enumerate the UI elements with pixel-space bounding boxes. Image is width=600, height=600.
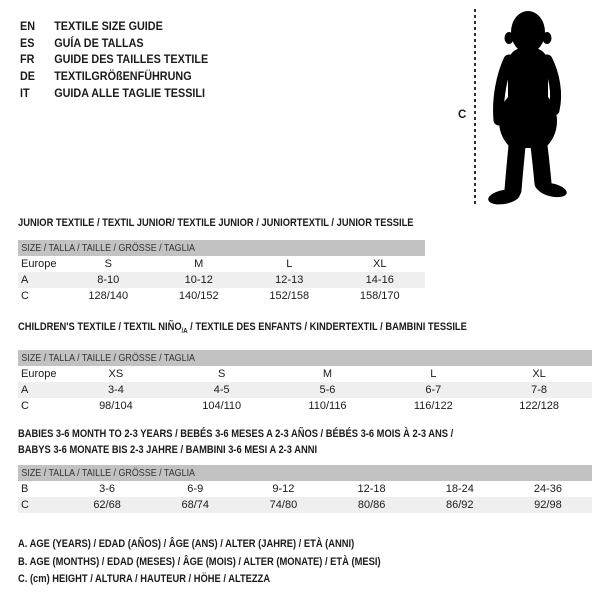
language-row bbox=[20, 68, 208, 85]
size-header-bar bbox=[18, 465, 592, 481]
row-value-cell: 24-36 bbox=[533, 483, 563, 495]
row-value-cell: 9-12 bbox=[272, 483, 295, 495]
footnote-line: C. (cm) HEIGHT / ALTURA / HAUTEUR / HÖHE / ALTEZZA bbox=[18, 573, 271, 585]
row-value-cell: 6-7 bbox=[425, 384, 442, 397]
table-title-line bbox=[18, 216, 414, 232]
language-code: ES bbox=[20, 35, 35, 50]
table-title-text: CHILDREN'S TEXTILE / TEXTIL NIÑO bbox=[18, 321, 182, 333]
size-table-section bbox=[18, 320, 592, 414]
table-title-line bbox=[18, 320, 506, 340]
table-title-line bbox=[18, 427, 506, 443]
language-title-list bbox=[20, 18, 229, 102]
height-measure-dashed-line bbox=[474, 9, 476, 206]
row-value-cell: XL bbox=[532, 368, 546, 381]
table-row bbox=[18, 497, 592, 513]
row-label-cell: A bbox=[21, 274, 29, 286]
table-row bbox=[18, 481, 592, 497]
height-measure-label: C bbox=[458, 109, 467, 121]
language-title: GUÍA DE TALLAS bbox=[54, 35, 144, 50]
row-label-cell: C bbox=[21, 290, 29, 302]
table-row bbox=[18, 398, 592, 414]
row-value-cell: 152/158 bbox=[269, 290, 310, 302]
language-title: GUIDE DES TAILLES TEXTILE bbox=[54, 52, 209, 67]
row-value-cell: 14-16 bbox=[365, 274, 394, 286]
table-rows bbox=[18, 481, 592, 513]
footnote-line: B. AGE (MONTHS) / EDAD (MESES) / ÂGE (MOIS) / ALTER (MONATE) / ETÀ (MESI) bbox=[18, 555, 381, 568]
language-row bbox=[20, 35, 208, 52]
row-value-cell: 110/116 bbox=[308, 400, 347, 413]
footnote-line: A. AGE (YEARS) / EDAD (AÑOS) / ÂGE (ANS) / ALTER (JAHRE) / ETÀ (ANNI) bbox=[18, 538, 355, 550]
row-value-cell: S bbox=[218, 368, 226, 381]
row-value-cell: 104/110 bbox=[202, 400, 242, 413]
row-value-cell: L bbox=[430, 368, 437, 381]
row-value-cell: 6-9 bbox=[187, 483, 204, 495]
row-value-cell: 18-24 bbox=[445, 483, 474, 495]
row-value-cell: 3-4 bbox=[107, 384, 124, 397]
row-value-cell: 8-10 bbox=[97, 274, 120, 286]
row-value-cell: 80/86 bbox=[357, 499, 386, 511]
row-value-cell: 5-6 bbox=[319, 384, 336, 397]
size-header-label: SIZE / TALLA / TAILLE / GRÖSSE / TAGLIA bbox=[21, 352, 196, 365]
language-code: EN bbox=[20, 19, 36, 33]
language-code: FR bbox=[20, 52, 35, 67]
row-value-cell: 128/140 bbox=[88, 290, 129, 302]
language-title: GUIDA ALLE TAGLIE TESSILI bbox=[54, 85, 206, 100]
row-label-cell: C bbox=[21, 499, 29, 511]
table-title-text: JUNIOR TEXTILE / TEXTIL JUNIOR/ TEXTILE JUNIOR / JUNIORTEXTIL / JUNIOR TESSILE bbox=[18, 217, 414, 229]
size-header-bar bbox=[18, 240, 425, 256]
row-value-cell: 74/80 bbox=[269, 499, 298, 511]
table-row bbox=[18, 272, 425, 288]
row-label-cell: Europe bbox=[21, 258, 57, 270]
footnotes-block bbox=[18, 536, 445, 589]
table-rows bbox=[18, 256, 425, 304]
row-value-cell: M bbox=[322, 368, 333, 381]
language-code: IT bbox=[20, 85, 30, 100]
language-row bbox=[20, 18, 208, 35]
baby-silhouette-icon bbox=[483, 8, 573, 208]
table-title bbox=[18, 320, 592, 340]
row-value-cell: 7-8 bbox=[531, 384, 548, 397]
row-value-cell: 140/152 bbox=[178, 290, 219, 302]
row-value-cell: XS bbox=[108, 368, 124, 381]
table-title bbox=[18, 427, 592, 458]
row-value-cell: 4-5 bbox=[213, 384, 230, 397]
row-value-cell: 92/98 bbox=[534, 499, 562, 511]
row-value-cell: 122/128 bbox=[519, 400, 559, 413]
row-value-cell: 98/104 bbox=[99, 400, 133, 413]
row-value-cell: 62/68 bbox=[93, 499, 121, 511]
row-label-cell: B bbox=[21, 483, 29, 495]
table-row bbox=[18, 256, 425, 272]
row-value-cell: M bbox=[194, 258, 204, 270]
size-header-bar bbox=[18, 350, 592, 366]
row-label-cell: Europe bbox=[21, 368, 57, 381]
language-title: TEXTILE SIZE GUIDE bbox=[54, 19, 163, 33]
table-rows bbox=[18, 366, 592, 414]
row-value-cell: 3-6 bbox=[99, 483, 116, 495]
row-value-cell: 12-18 bbox=[357, 483, 386, 495]
table-title bbox=[18, 216, 425, 232]
size-table-section bbox=[18, 216, 425, 304]
table-title-line bbox=[18, 443, 506, 459]
row-value-cell: 12-13 bbox=[275, 274, 304, 286]
size-header-label: SIZE / TALLA / TAILLE / GRÖSSE / TAGLIA bbox=[21, 242, 196, 254]
row-value-cell: XL bbox=[373, 258, 387, 270]
row-value-cell: L bbox=[286, 258, 293, 270]
language-row bbox=[20, 51, 208, 68]
row-label-cell: A bbox=[21, 384, 29, 397]
row-value-cell: S bbox=[104, 258, 112, 270]
row-value-cell: 158/170 bbox=[359, 290, 400, 302]
table-row bbox=[18, 382, 592, 398]
size-header-label: SIZE / TALLA / TAILLE / GRÖSSE / TAGLIA bbox=[21, 467, 196, 479]
table-title-text: BABYS 3-6 MONATE BIS 2-3 JAHRE / BAMBINI 3-6 MESI A 2-3 ANNI bbox=[18, 443, 318, 456]
row-value-cell: 10-12 bbox=[184, 274, 213, 286]
language-title: TEXTILGRÖßENFÜHRUNG bbox=[54, 69, 192, 84]
size-table-section bbox=[18, 427, 592, 513]
table-title-text: BABIES 3-6 MONTH TO 2-3 YEARS / BEBÉS 3-6 MESES A 2-3 AÑOS / BÉBÉS 3-6 MOIS À 2-3 ANS / bbox=[18, 428, 454, 440]
language-row bbox=[20, 85, 208, 102]
table-row bbox=[18, 288, 425, 304]
row-value-cell: 116/122 bbox=[413, 400, 453, 413]
row-label-cell: C bbox=[21, 400, 29, 413]
row-value-cell: 68/74 bbox=[181, 499, 210, 511]
table-row bbox=[18, 366, 592, 382]
table-title-subscript: /A bbox=[181, 328, 188, 336]
table-title-text: / TEXTILE DES ENFANTS / KINDERTEXTIL / BAMBINI TESSILE bbox=[187, 321, 467, 333]
language-code: DE bbox=[20, 69, 36, 84]
row-value-cell: 86/92 bbox=[446, 499, 474, 511]
